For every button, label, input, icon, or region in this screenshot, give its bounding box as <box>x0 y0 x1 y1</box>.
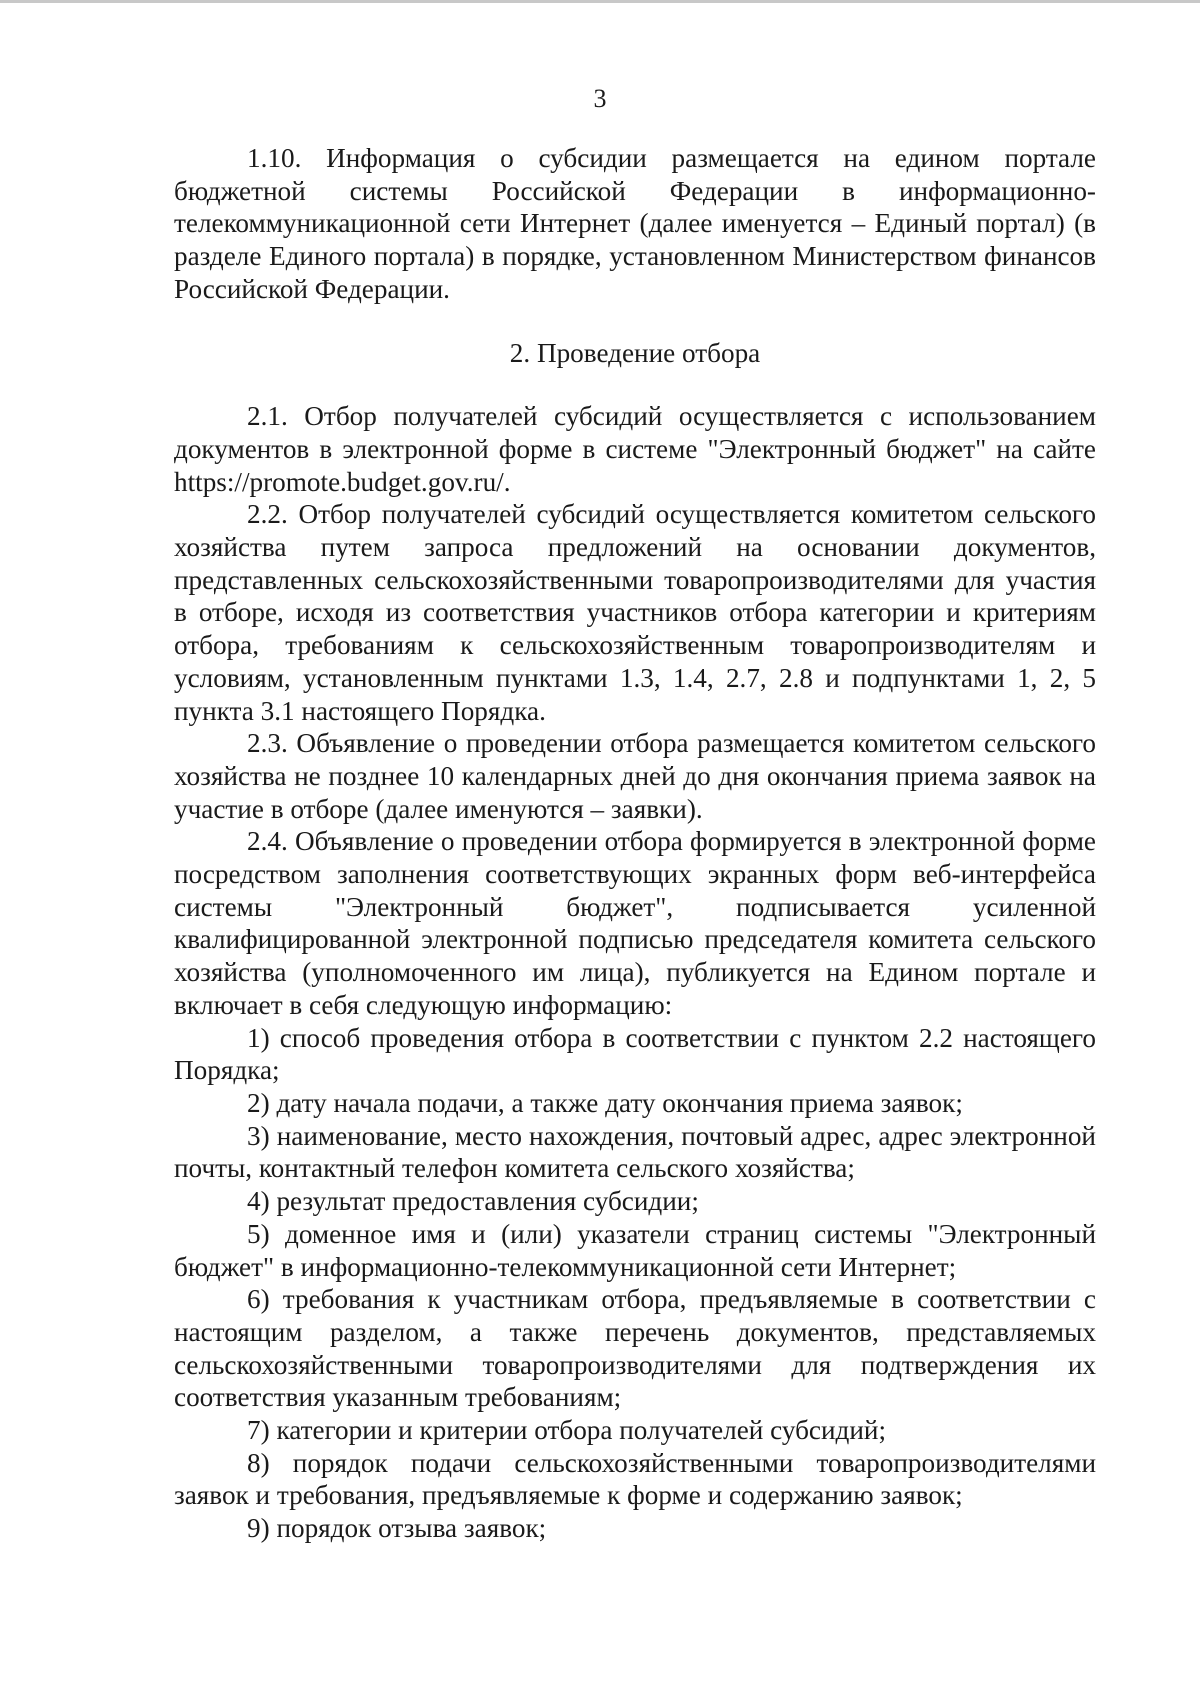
document-body <box>174 142 1096 1545</box>
list-item-8: 8) порядок подачи сельскохозяйственными товаропроизводителями заявок и требования, предъявляемые к форме и содержанию заявок; <box>174 1447 1096 1511</box>
paragraph-2-2: 2.2. Отбор получателей субсидий осуществляется комитетом сельского хозяйства путем запроса предложений на основании документов, представленных сельскохозяйственными товаропроизводителями для участия в отборе, исходя из соответствия участников отбора категории и критериям отбора, требованиям к сельскохозяйственным товаропроизводителям и условиям, установленным пунктами 1.3, 1.4, 2.7, 2.8 и подпунктами 1, 2, 5 пункта 3.1 настоящего Порядка. <box>174 499 1096 726</box>
paragraph-2-3: 2.3. Объявление о проведении отбора размещается комитетом сельского хозяйства не позднее 10 календарных дней до дня окончания приема заявок на участие в отборе (далее именуются – заявки). <box>174 728 1096 824</box>
list-item-4: 4) результат предоставления субсидии; <box>247 1186 699 1217</box>
list-item-9: 9) порядок отзыва заявок; <box>247 1513 547 1544</box>
list-item-6: 6) требования к участникам отбора, предъявляемые в соответствии с настоящим разделом, а также перечень документов, представляемых сельскохозяйственными товаропроизводителями для подтверждения их соответствия указанным требованиям; <box>174 1284 1096 1413</box>
list-item-3: 3) наименование, место нахождения, почтовый адрес, адрес электронной почты, контактный телефон комитета сельского хозяйства; <box>174 1120 1096 1184</box>
scan-top-edge <box>0 0 1200 3</box>
paragraph-2-1: 2.1. Отбор получателей субсидий осуществляется с использованием документов в электронной форме в системе "Электронный бюджет" на сайте https://promote.budget.gov.ru/. <box>174 401 1096 497</box>
paragraph-1-10: 1.10. Информация о субсидии размещается на едином портале бюджетной системы Российской Федерации в информационно-телекоммуникационной сети Интернет (далее именуется – Единый портал) (в разделе Единого портала) в порядке, установленном Министерством финансов Российской Федерации. <box>174 143 1096 304</box>
list-item-7: 7) категории и критерии отбора получателей субсидий; <box>247 1415 887 1446</box>
list-item-5: 5) доменное имя и (или) указатели страниц системы "Электронный бюджет" в информационно-телекоммуникационной сети Интернет; <box>174 1218 1096 1282</box>
list-item-2: 2) дату начала подачи, а также дату окончания приема заявок; <box>247 1087 963 1118</box>
paragraph-2-4: 2.4. Объявление о проведении отбора формируется в электронной форме посредством заполнения соответствующих экранных форм веб-интерфейса системы "Электронный бюджет", подписывается усиленной квалифицированной электронной подписью председателя комитета сельского хозяйства (уполномоченного им лица), публикуется на Едином портале и включает в себя следующую информацию: <box>174 826 1096 1020</box>
page-number: 3 <box>593 84 607 113</box>
list-item-1: 1) способ проведения отбора в соответствии с пунктом 2.2 настоящего Порядка; <box>174 1022 1096 1086</box>
section-heading: 2. Проведение отбора <box>509 337 761 368</box>
